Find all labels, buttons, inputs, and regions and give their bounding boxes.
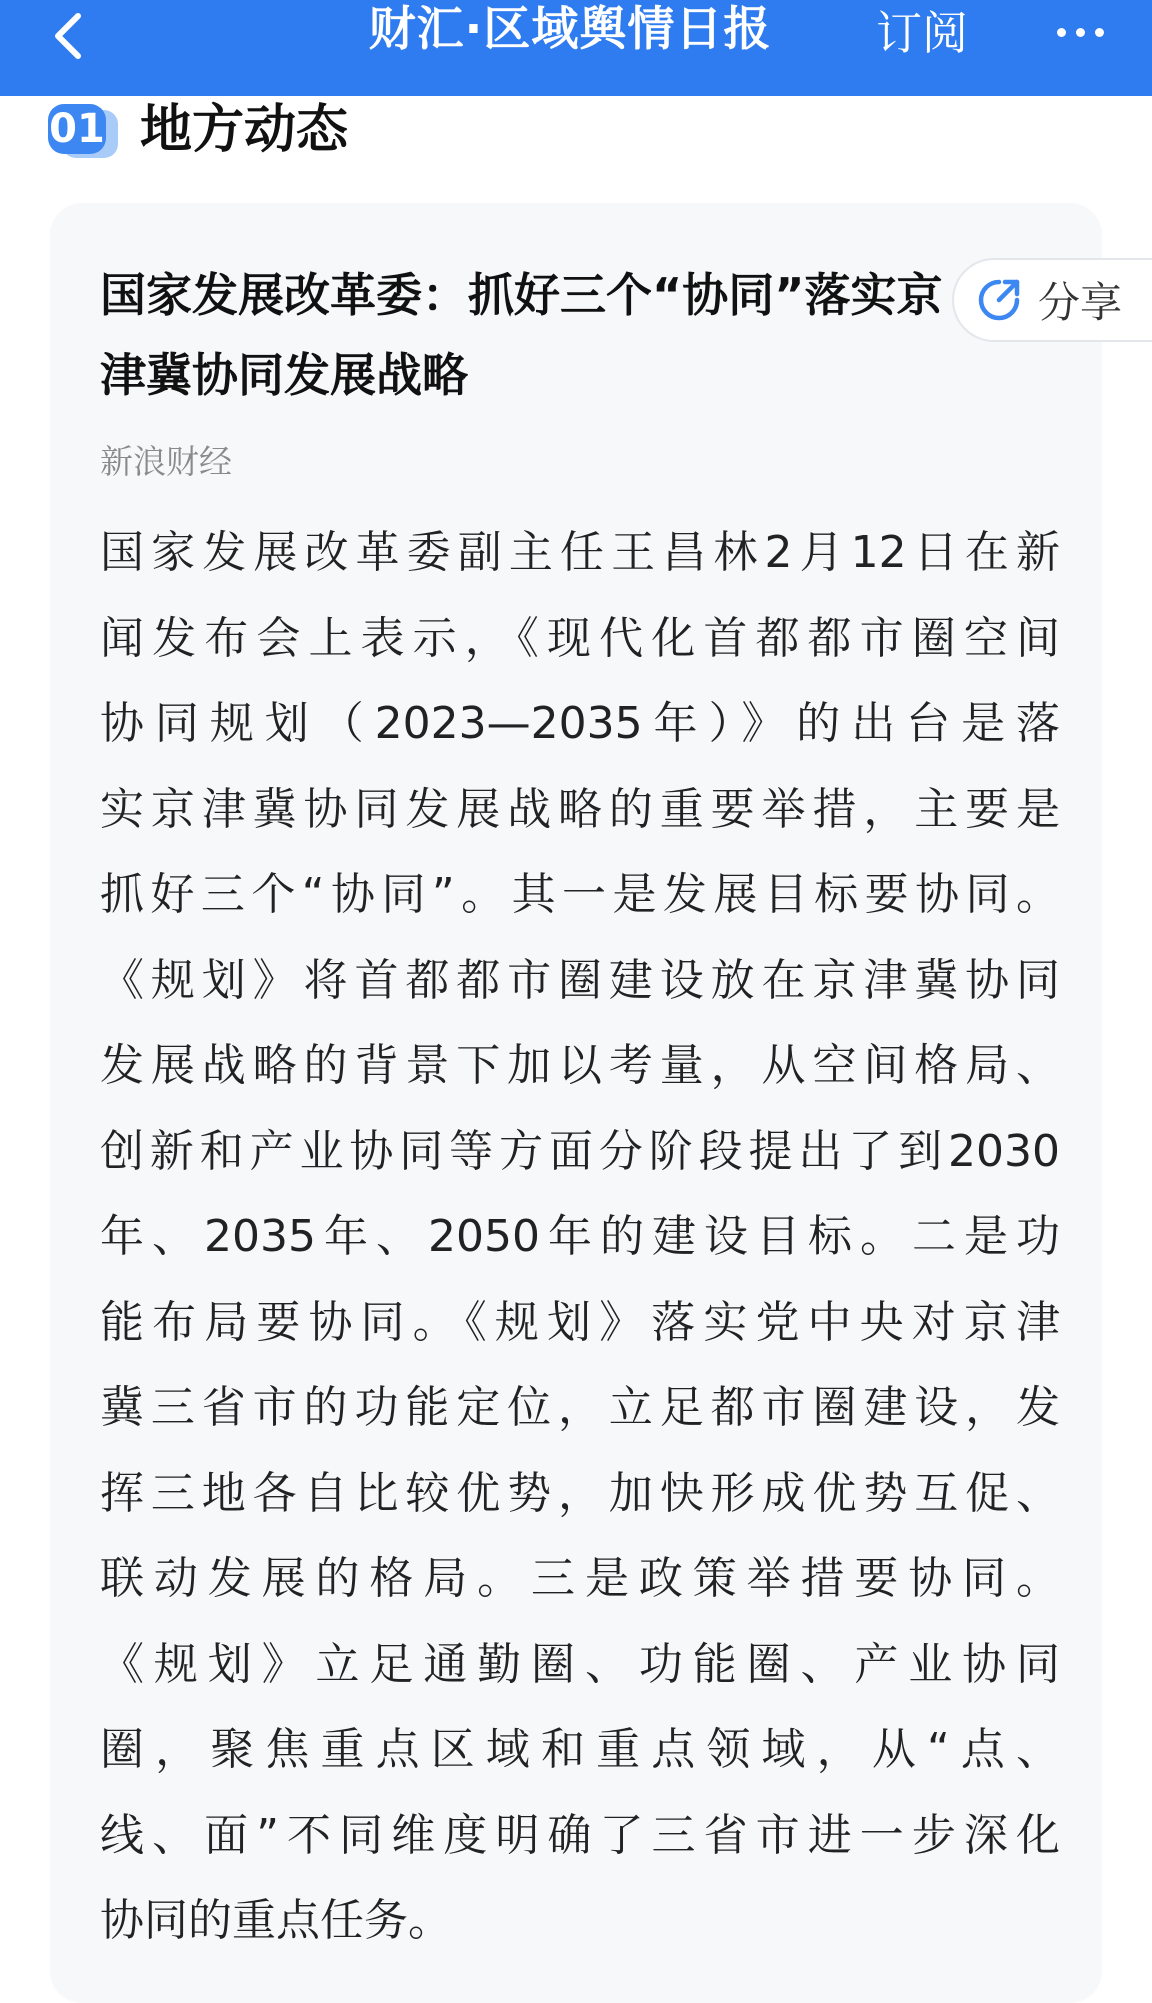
share-button[interactable] <box>952 258 1152 342</box>
body-line: 国家发展改革委副主任王昌林2月12日在新 <box>100 527 1060 578</box>
subscribe-button[interactable]: 订阅 <box>876 6 968 60</box>
body-line: 创新和产业协同等方面分阶段提出了到2030 <box>100 1125 1060 1177</box>
body-line: 《规划》将首都都市圈建设放在京津冀协同 <box>100 954 1060 1006</box>
body-line: 协同规划（2023—2035年）》的出台是落 <box>100 698 1060 749</box>
more-horizontal-icon <box>1057 28 1066 37</box>
body-line: 圈，聚焦重点区域和重点领域，从“点、 <box>100 1724 1060 1775</box>
section-title: 地方动态 <box>140 100 349 160</box>
body-line: 协同的重点任务。 <box>100 1895 452 1946</box>
body-line: 线、面”不同维度明确了三省市进一步深化 <box>100 1809 1060 1861</box>
body-line: 发展战略的背景下加以考量，从空间格局、 <box>100 1040 1060 1091</box>
back-button[interactable] <box>38 0 98 72</box>
article-body <box>100 510 1060 1964</box>
section-number-badge <box>48 102 118 158</box>
section-header <box>48 100 348 160</box>
article-title-line: 津冀协同发展战略 <box>100 348 468 402</box>
body-line: 闻发布会上表示，《现代化首都都市圈空间 <box>100 612 1060 664</box>
share-label: 分享 <box>1038 278 1123 327</box>
top-bar <box>0 0 1152 96</box>
body-line: 实京津冀协同发展战略的重要举措，主要是 <box>100 783 1060 835</box>
page-title: 财汇·区域舆情日报 <box>368 2 772 57</box>
body-line: 挥三地各自比较优势，加快形成优势互促、 <box>100 1467 1060 1519</box>
body-line: 联动发展的格局。三是政策举措要协同。 <box>100 1553 1060 1604</box>
body-line: 抓好三个“协同”。其一是发展目标要协同。 <box>100 869 1060 920</box>
share-arrow-icon <box>974 275 1024 325</box>
body-line: 冀三省市的功能定位，立足都市圈建设，发 <box>100 1382 1060 1433</box>
body-line: 《规划》立足通勤圈、功能圈、产业协同 <box>100 1638 1060 1690</box>
chevron-left-icon <box>50 10 86 62</box>
article-title[interactable] <box>100 255 980 415</box>
article-title-line: 国家发展改革委：抓好三个“协同”落实京 <box>100 268 943 322</box>
body-line: 年、2035年、2050年的建设目标。二是功 <box>100 1211 1060 1262</box>
body-line: 能布局要协同。《规划》落实党中央对京津 <box>100 1296 1060 1348</box>
article-source: 新浪财经 <box>100 442 232 481</box>
more-button[interactable] <box>1040 12 1120 52</box>
section-number: 01 <box>49 106 105 152</box>
